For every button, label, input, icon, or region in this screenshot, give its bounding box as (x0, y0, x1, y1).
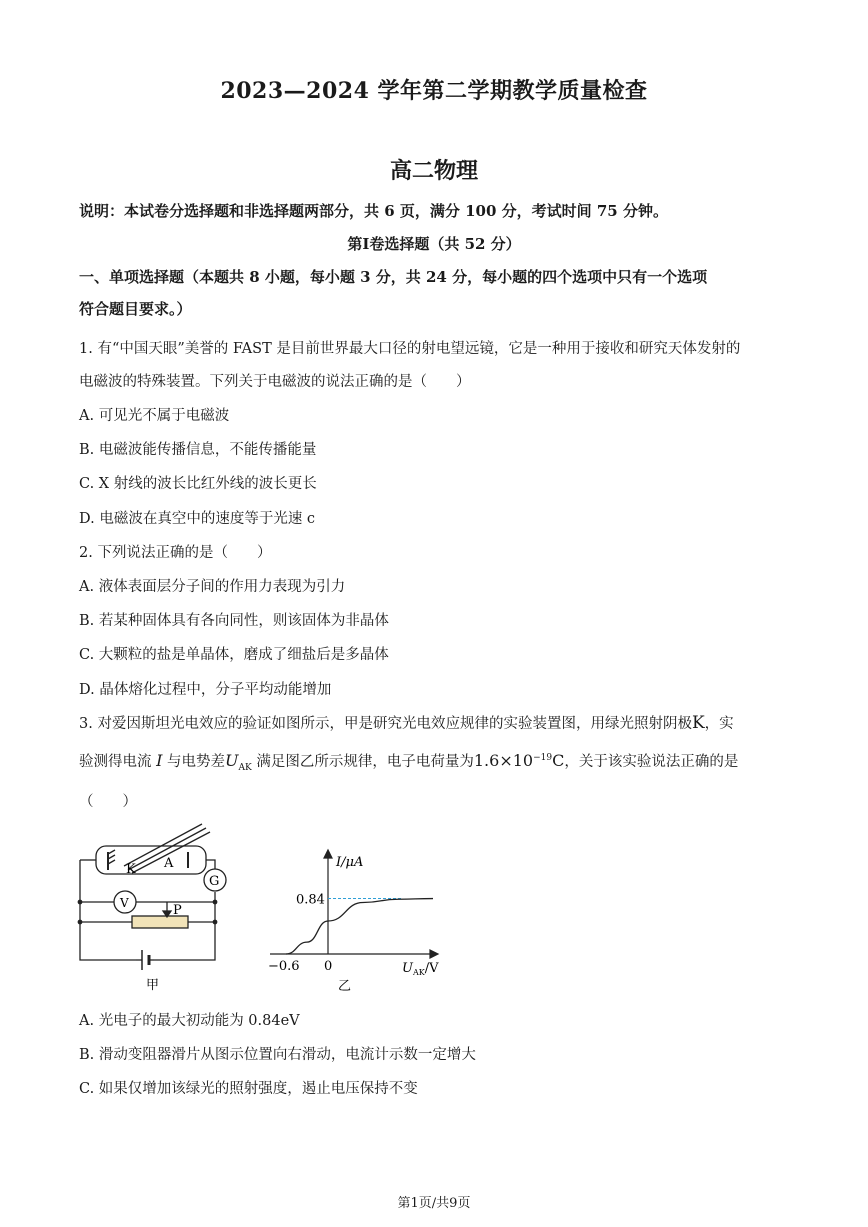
q1-option-d: D. 电磁波在真空中的速度等于光速 c (79, 511, 316, 527)
page-footer: 第1页/共9页 (397, 1196, 471, 1211)
q2-stem: 2. 下列说法正确的是（ ） (79, 545, 272, 561)
q3-charge-value: 1.6×10 (473, 751, 534, 770)
q3-option-a: A. 光电子的最大初动能为 0.84eV (79, 1013, 300, 1029)
q2-option-a: A. 液体表面层分子间的作用力表现为引力 (79, 579, 346, 595)
instructions: 说明：本试卷分选择题和非选择题两部分，共 6 页，满分 100 分，考试时间 75 分钟。 (79, 202, 668, 220)
q3-line1-text-b: ，实 (704, 716, 734, 732)
x-axis-label: $U_{AK}/V$ (402, 961, 439, 977)
cathode (108, 860, 115, 864)
label-a: A (164, 856, 174, 871)
x-axis-arrow (430, 950, 438, 958)
light-ray (124, 824, 202, 866)
q3-line1-k: K (691, 713, 705, 733)
q3-charge-unit: C (552, 751, 565, 770)
x-tick-label-neg: −0.6 (268, 959, 300, 974)
q3-option-c: C. 如果仅增加该绿光的照射强度，遏止电压保持不变 (79, 1081, 418, 1097)
q1-stem-line1: 1. 有“中国天眼”美誉的 FAST 是目前世界最大口径的射电望远镜，它是一种用于接收和研究天体发射的 (79, 341, 741, 357)
q3-current-symbol: I (156, 751, 163, 770)
q2-option-d: D. 晶体熔化过程中，分子平均动能增加 (79, 682, 332, 698)
q3-line2-text-d: ，关于该实验说法正确的是 (564, 754, 739, 770)
iu-chart (262, 848, 452, 996)
q1-option-c: C. X 射线的波长比红外线的波长更长 (79, 476, 317, 492)
part1-heading-line1: 一、单项选择题（本题共 8 小题，每小题 3 分，共 24 分，每小题的四个选项中只有一个选项 (79, 268, 708, 286)
q3-voltage-symbol: U (225, 751, 239, 770)
cathode (108, 850, 115, 854)
part1-heading-line2: 符合题目要求。） (79, 300, 192, 318)
q3-option-b: B. 滑动变阻器滑片从图示位置向右滑动，电流计示数一定增大 (79, 1047, 476, 1063)
phototube (96, 846, 206, 874)
caption-yi: 乙 (338, 979, 352, 994)
q3-stem-line1 (79, 712, 734, 733)
y-axis-label: I/μA (336, 855, 364, 870)
label-g: G (209, 874, 220, 889)
q2-option-b: B. 若某种固体具有各向同性，则该固体为非晶体 (79, 613, 389, 629)
caption-jia: 甲 (146, 978, 160, 993)
x-tick-label-zero: 0 (324, 959, 333, 974)
subject-title: 高二物理 (389, 158, 478, 184)
q3-voltage-subscript: AK (238, 762, 252, 773)
label-k: K (126, 862, 136, 877)
q3-charge-exponent: −19 (533, 753, 553, 764)
junction-dot (78, 920, 83, 925)
section-title: 第Ⅰ卷选择题（共 52 分） (347, 235, 521, 253)
q1-stem-line2: 电磁波的特殊装置。下列关于电磁波的说法正确的是（ ） (79, 374, 471, 390)
junction-dot (213, 900, 218, 905)
cathode (108, 855, 115, 859)
exam-title: 2023—2024 学年第二学期教学质量检查 (220, 78, 648, 104)
label-p: P (173, 903, 182, 918)
q3-line2-text-c: 满足图乙所示规律，电子电荷量为 (256, 754, 474, 770)
label-v: V (120, 896, 129, 910)
y-tick-label: 0.84 (296, 892, 325, 908)
q3-stem-line2 (79, 750, 738, 773)
junction-dot (213, 920, 218, 925)
junction-dot (78, 900, 83, 905)
q3-line1-text-a: 3. 对爱因斯坦光电效应的验证如图所示，甲是研究光电效应规律的实验装置图，用绿光照射阴极 (79, 716, 692, 732)
q2-option-c: C. 大颗粒的盐是单晶体，磨成了细盐后是多晶体 (79, 647, 389, 663)
q3-line2-text-a: 验测得电流 (79, 754, 152, 770)
y-axis-arrow (324, 850, 332, 858)
q1-option-a: A. 可见光不属于电磁波 (79, 408, 230, 424)
q3-stem-line3: （ ） (79, 794, 137, 810)
q3-line2-text-b: 与电势差 (167, 754, 226, 770)
q1-option-b: B. 电磁波能传播信息，不能传播能量 (79, 442, 317, 458)
circuit-diagram (70, 820, 240, 995)
